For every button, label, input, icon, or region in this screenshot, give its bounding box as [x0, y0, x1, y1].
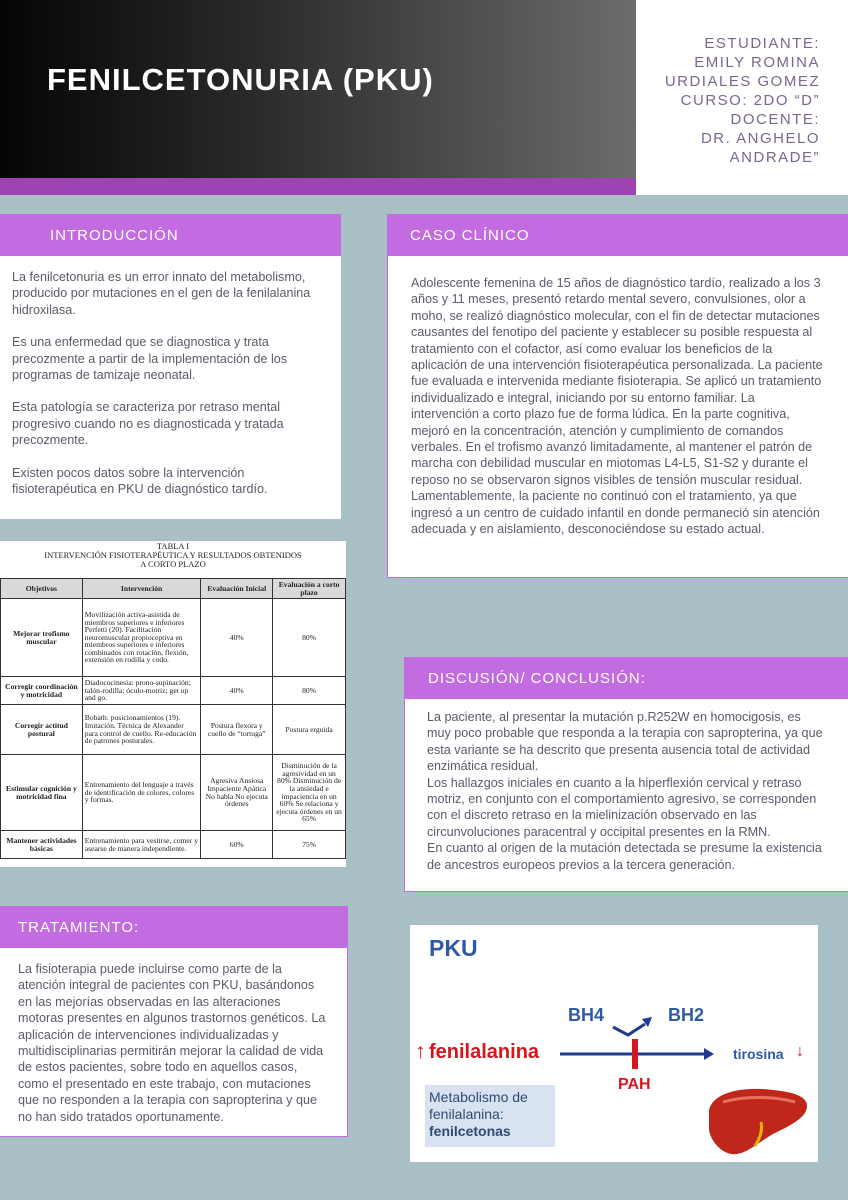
caso-box [387, 256, 848, 578]
table-header: Intervención [82, 579, 201, 599]
student-info-box [636, 0, 848, 195]
intro-paragraph: Esta patología se caracteriza por retraso mental progresivo cuando no es diagnosticada y tratada precozmente. [12, 400, 284, 448]
tratamiento-box [0, 948, 348, 1137]
table-cell: Postura erguida [273, 705, 346, 755]
caso-title: CASO CLÍNICO [410, 226, 530, 244]
table-header: Evaluación a corto plazo [273, 579, 346, 599]
figure-caption-line: Metabolismo de [429, 1089, 528, 1105]
liver-icon [703, 1082, 813, 1162]
student-info: ESTUDIANTE: EMILY ROMINA URDIALES GOMEZ CURSO: 2DO “D” DOCENTE: DR. ANGHELO ANDRADE” [664, 35, 820, 166]
table-cell: 40% [201, 677, 273, 705]
page-title: FENILCETONURIA (PKU) [47, 62, 434, 97]
tratamiento-text: La fisioterapia puede incluirse como parte de la atención integral de pacientes con PKU, basándonos en las mejorías observadas en las alteraciones motoras presentes en algunos trastornos genéticos. La aplicación de intervenciones individualizadas y multidisciplinarias permitirán mejorar la calidad de vida de estos pacientes, sobre todo en aquellos casos, como el presentado en este trabajo, con mutaciones que no responden a la terapia con sapropterina y que no han sido tratados oportunamente. [18, 962, 326, 1124]
discusion-paragraph: Los hallazgos iniciales en cuanto a la hiperflexión cervical y retraso motriz, en conjunto con el comportamiento agresivo, se corresponden con el discreto retraso en la mielinización observado en las circunvoluciones paracentral y occipital presentes en la RMN. [427, 775, 817, 839]
table-cell: Agresiva Ansiosa Impaciente Apática No habla No ejecuta órdenes [201, 755, 273, 831]
intro-paragraph: La fenilcetonuria es un error innato del metabolismo, producido por mutaciones en el gen de la fenilalanina hidroxilasa. [12, 270, 311, 317]
pku-metabolism-figure [410, 925, 818, 1162]
results-table-figure [0, 541, 346, 867]
enzyme-label: PAH [618, 1076, 651, 1093]
table-header-row [1, 579, 346, 599]
figure-caption [425, 1085, 555, 1147]
table-cell: Mejorar trofismo muscular [1, 599, 83, 677]
intro-header [0, 214, 341, 256]
table-row [1, 755, 346, 831]
bh4-label: BH4 [568, 1005, 605, 1025]
substrate-label: fenilalanina [429, 1041, 540, 1063]
figure-caption-line: fenilcetonas [429, 1123, 511, 1139]
table-cell: 80% [273, 599, 346, 677]
table-cell: Entrenamiento del lenguaje a través de identificación de colores, colores y formas. [82, 755, 201, 831]
table-cell: Estimular cognición y motricidad fina [1, 755, 83, 831]
caso-header [387, 214, 848, 256]
table-cell: Diadococinesia: prono-supinación; talón-rodilla; óculo-motriz; get up and go. [82, 677, 201, 705]
figure-title: PKU [429, 935, 478, 961]
bh2-label: BH2 [668, 1005, 705, 1025]
table-cell: 60% [201, 831, 273, 859]
table-cell: Bobath: posicionamientos (19). Imitación. Técnica de Alexander para control de cuello. Re-educación de patrones posturales. [82, 705, 201, 755]
results-table [0, 578, 346, 859]
intro-box [0, 256, 341, 519]
pah-block-mark [632, 1039, 638, 1069]
table-row [1, 599, 346, 677]
table-caption-line: INTERVENCIÓN FISIOTERAPÉUTICA Y RESULTADOS OBTENIDOS [44, 550, 302, 560]
table-header: Evaluación Inicial [201, 579, 273, 599]
table-cell: Disminución de la agresividad en un 80% Disminución de la ansiedad e impaciencia en un 60% Se relaciona y ejecuta órdenes en un 65% [273, 755, 346, 831]
discusion-header [404, 657, 848, 699]
product-label: tirosina [733, 1046, 784, 1062]
discusion-title: DISCUSIÓN/ CONCLUSIÓN: [428, 669, 646, 687]
table-cell: Corregir coordinación y motricidad [1, 677, 83, 705]
table-row [1, 677, 346, 705]
discusion-paragraph: En cuanto al origen de la mutación detectada se presume la existencia de ancestros europeos previos a la tercera generación. [427, 841, 822, 872]
table-cell: Postura flexora y cuello de “tortuga” [201, 705, 273, 755]
tratamiento-title: TRATAMIENTO: [18, 918, 140, 936]
table-cell: Movilización activa-asistida de miembros superiores e inferiores Perfetti (20). Facilitación neuromuscular propioceptiva en miembros superiores e inferiores combinados con rotación, flexión, extensión en rodilla y codo. [82, 599, 201, 677]
caso-text: Adolescente femenina de 15 años de diagnóstico tardío, realizado a los 3 años y 11 meses, presentó retardo mental severo, convulsiones, olor a moho, se realizó diagnóstico molecular, con el fin de detectar mutaciones causantes del fenotipo del paciente y establecer su posible respuesta al tratamiento con el cofactor, así como evaluar los beneficios de la aplicación de una intervención fisioterapéutica personalizada. La paciente fue evaluada e intervenida mediante fisioterapia. Se aplicó un tratamiento individualizado e integral, iniciando por su entorno familiar. La intervención a corto plazo fue de forma lúdica. En la parte cognitiva, mejoró en la concentración, atención y cumplimiento de comandos verbales. En el trofismo avanzó limitadamente, al mantener el patrón de marcha con debilidad muscular en miotomas L4-L5, S1-S2 y durante el reposo no se observaron signos visibles de tensión muscular residual. Lamentablemente, la paciente no continuó con el tratamiento, ya que ingresó a un centro de cuidado infantil en donde permaneció sin atención adecuada y en aislamiento, desconociéndose su estado actual. [411, 276, 823, 537]
table-caption-line: A CORTO PLAZO [140, 559, 206, 569]
table-cell: Entrenamiento para vestirse, comer y asearse de manera independiente. [82, 831, 201, 859]
arrow-up-icon: ↑ [415, 1040, 426, 1063]
figure-caption-line: fenilalanina: [429, 1106, 504, 1122]
discusion-paragraph: La paciente, al presentar la mutación p.R252W en homocigosis, es muy poco probable que responda a la terapia con sapropterina, ya que esta variante se ha descrito que presenta ausencia total de actividad enzimática residual. [427, 710, 823, 774]
table-cell: Mantener actividades básicas [1, 831, 83, 859]
header-accent-bar [0, 178, 636, 195]
arrow-down-icon: ↓ [796, 1043, 804, 1060]
table-caption [0, 541, 346, 578]
table-cell: 80% [273, 677, 346, 705]
intro-paragraph: Existen pocos datos sobre la intervención fisioterapéutica en PKU de diagnóstico tardío. [12, 465, 268, 497]
discusion-box [404, 699, 848, 892]
intro-title: INTRODUCCIÓN [50, 226, 179, 244]
table-header: Objetivos [1, 579, 83, 599]
intro-paragraph: Es una enfermedad que se diagnostica y trata precozmente a partir de la implementación de los programas de tamizaje neonatal. [12, 335, 288, 383]
table-cell: 40% [201, 599, 273, 677]
table-row [1, 705, 346, 755]
table-caption-line: TABLA I [156, 541, 190, 551]
tratamiento-header [0, 906, 348, 948]
table-cell: Corregir actitud postural [1, 705, 83, 755]
table-row [1, 831, 346, 859]
cofactor-arrow [613, 1024, 645, 1035]
table-cell: 75% [273, 831, 346, 859]
reaction-arrow-head [704, 1048, 714, 1060]
